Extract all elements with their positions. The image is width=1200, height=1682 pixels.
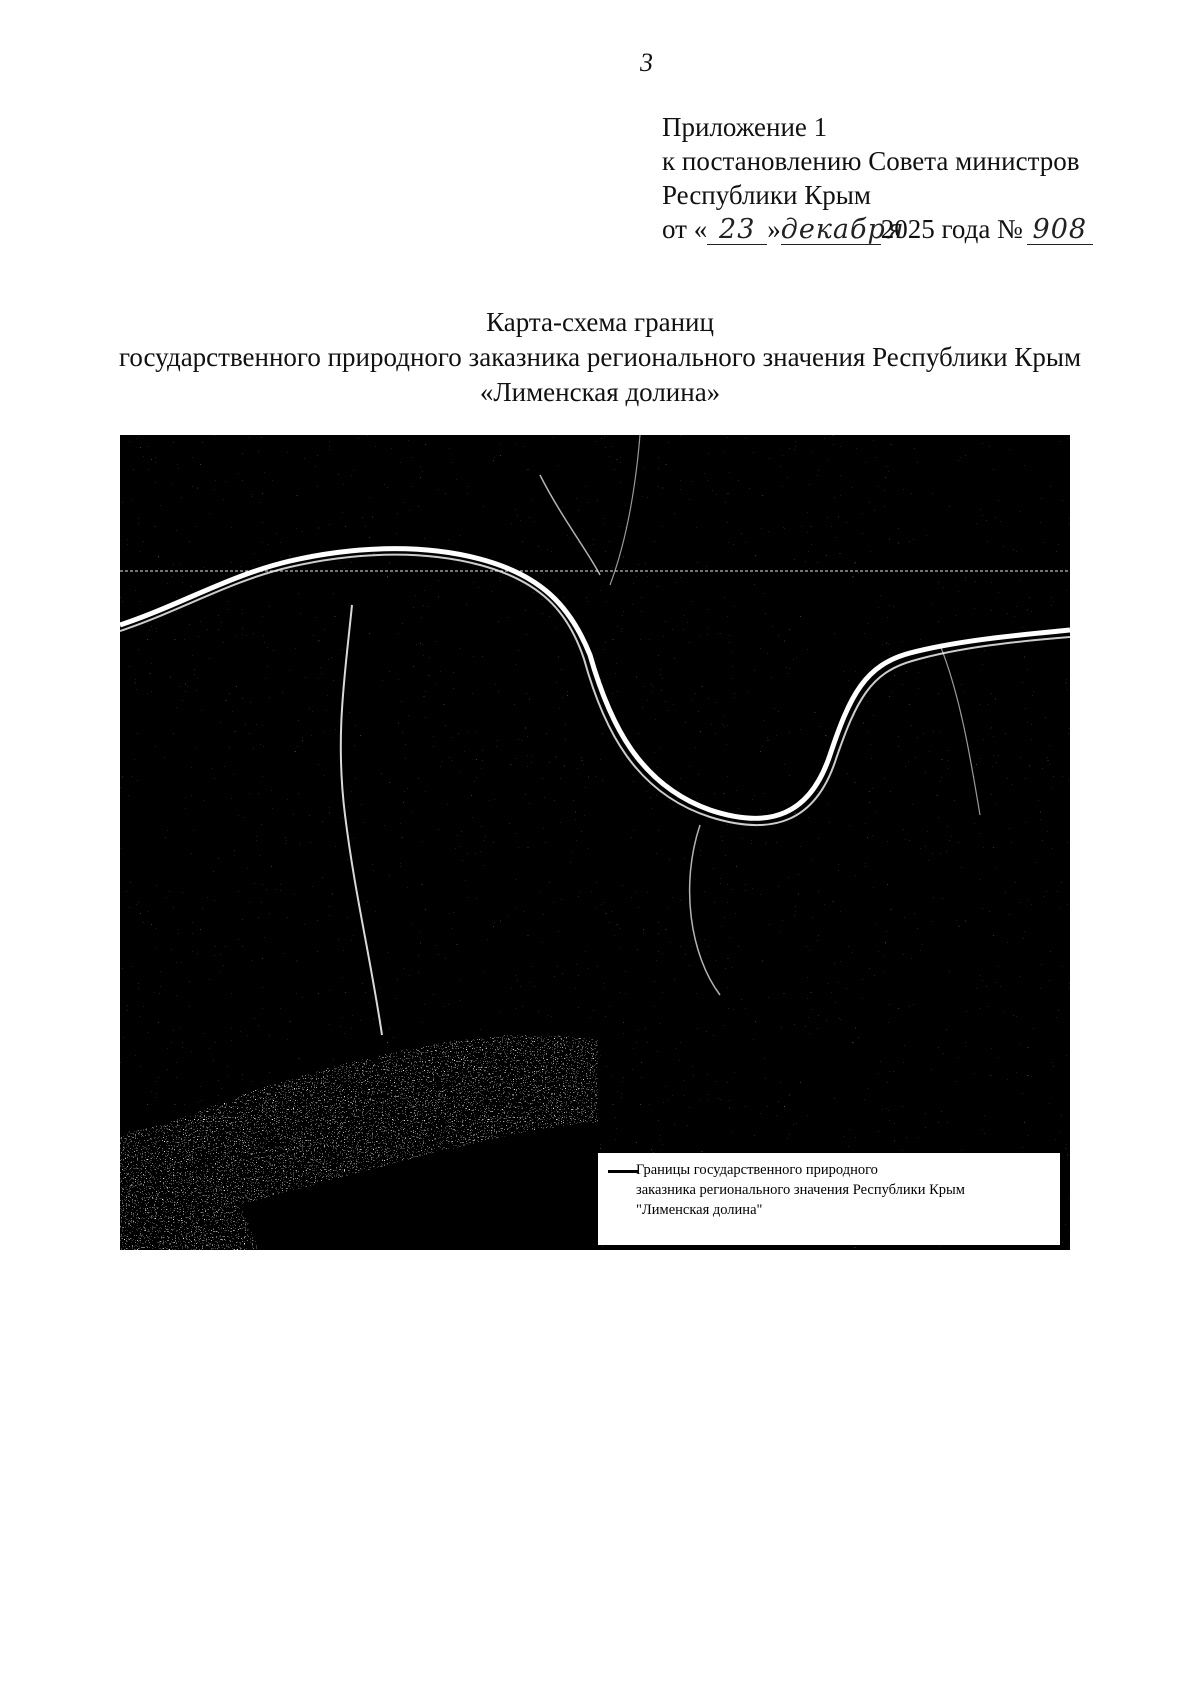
title-line-3: «Лименская долина» — [479, 377, 721, 407]
appendix-line-2: к постановлению Совета министров — [662, 146, 1080, 176]
appendix-header — [662, 110, 1093, 246]
date-separator: » — [767, 214, 781, 244]
date-prefix: от « — [662, 214, 708, 244]
title-line-2: государственного природного заказника регионального значения Республики Крым — [118, 342, 1082, 372]
legend-line-2: заказника регионального значения Республики Крым — [636, 1182, 965, 1198]
date-day-handwritten: 23 — [707, 216, 767, 245]
legend-text — [636, 1160, 1056, 1220]
legend-boundary-line-symbol — [608, 1170, 638, 1173]
satellite-map — [120, 435, 1070, 1250]
title-line-1: Карта-схема границ — [486, 307, 714, 337]
appendix-line-3: Республики Крым — [662, 180, 871, 210]
legend-line-1: Границы государственного природного — [636, 1162, 878, 1178]
map-title — [0, 305, 1200, 410]
document-number-handwritten: 908 — [1027, 216, 1093, 245]
legend-line-3: "Лименская долина" — [636, 1202, 763, 1218]
page-number: 3 — [640, 48, 653, 77]
appendix-date-line — [662, 212, 1093, 246]
date-year: 2025 года № — [880, 214, 1023, 244]
map-terrain — [120, 435, 1070, 1250]
map-legend — [598, 1153, 1060, 1245]
appendix-line-1: Приложение 1 — [662, 112, 828, 142]
date-month-handwritten: декабря — [780, 214, 905, 245]
